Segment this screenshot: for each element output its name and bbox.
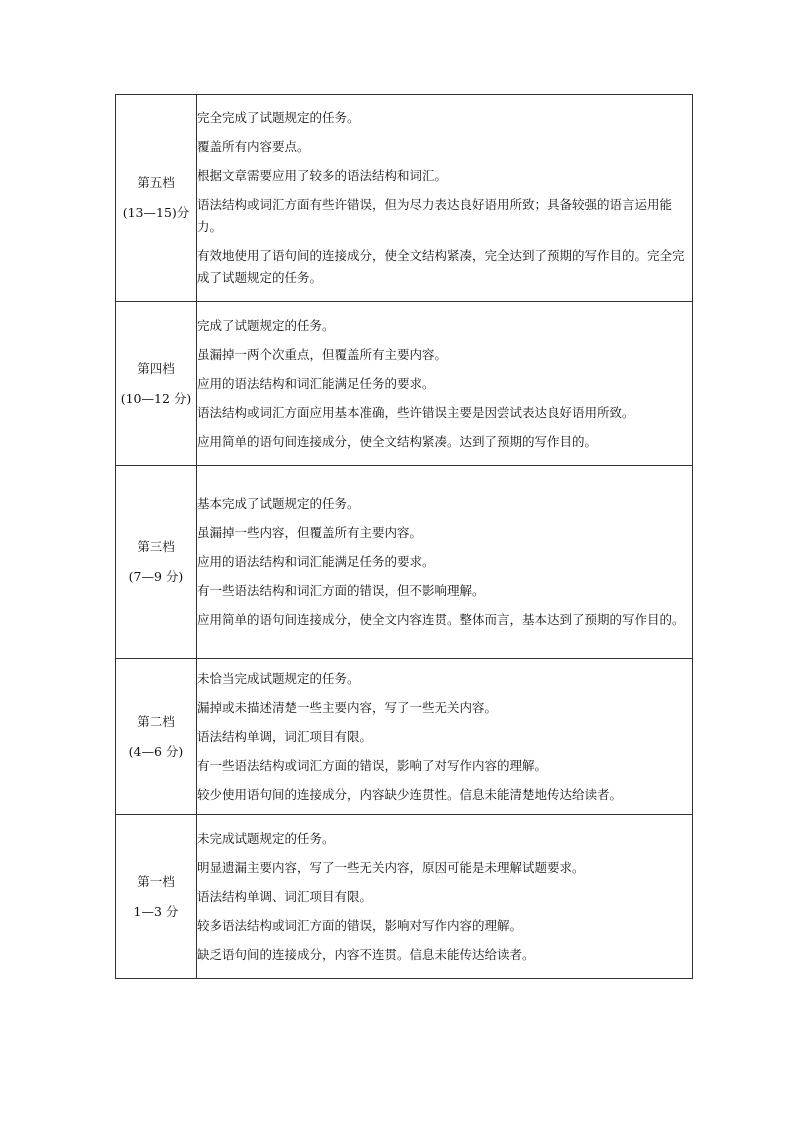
criterion-line: 完全完成了试题规定的任务。 (197, 110, 360, 125)
criterion-line: 明显遗漏主要内容，写了一些无关内容，原因可能是未理解试题要求。 (197, 859, 585, 875)
level-name: 第四档 (137, 360, 175, 376)
level-score-range: 1—3 分 (133, 903, 179, 919)
criterion-line: 完成了试题规定的任务。 (197, 317, 335, 333)
criteria-cell (197, 302, 693, 466)
level-name: 第一档 (137, 873, 175, 889)
criterion-line: 较多语法结构或词汇方面的错误，影响对写作内容的理解。 (197, 917, 523, 933)
criterion-line: 语法结构或词汇方面有些许错误，但为尽力表达良好语用所致；具备较强的语言运用能力。 (197, 197, 673, 234)
criterion-line: 漏掉或未描述清楚一些主要内容，写了一些无关内容。 (197, 699, 498, 715)
criterion-line: 语法结构或词汇方面应用基本准确，些许错误主要是因尝试表达良好语用所致。 (197, 404, 635, 420)
level-name: 第五档 (137, 175, 175, 190)
rubric-row (116, 95, 693, 302)
criterion-line: 虽漏掉一两个次重点，但覆盖所有主要内容。 (197, 346, 448, 362)
criterion-line: 应用的语法结构和词汇能满足任务的要求。 (197, 375, 435, 391)
level-cell (116, 302, 197, 466)
criterion-line: 覆盖所有内容要点。 (197, 139, 310, 154)
criterion-line: 有一些语法结构和词汇方面的错误，但不影响理解。 (197, 583, 485, 598)
level-name: 第二档 (137, 713, 175, 729)
criterion-line: 应用的语法结构和词汇能满足任务的要求。 (197, 554, 435, 569)
criteria-cell (197, 815, 693, 979)
level-score-range: (4—6 分) (128, 743, 184, 759)
level-cell (116, 466, 197, 659)
criterion-line: 应用简单的语句间连接成分，使全文结构紧凑。达到了预期的写作目的。 (197, 433, 598, 449)
rubric-row (116, 815, 693, 979)
criterion-line: 语法结构单调，词汇项目有限。 (197, 728, 373, 744)
level-score-range: (13—15)分 (122, 205, 190, 220)
criterion-line: 根据文章需要应用了较多的语法结构和词汇。 (197, 168, 448, 183)
criterion-line: 较少使用语句间的连接成分，内容缺少连贯性。信息未能清楚地传达给读者。 (197, 786, 623, 802)
scoring-rubric-table (115, 94, 693, 979)
level-cell (116, 95, 197, 302)
rubric-row (116, 466, 693, 659)
criterion-line: 有效地使用了语句间的连接成分，使全文结构紧凑，完全达到了预期的写作目的。完全完成了试题规定的任务。 (197, 248, 685, 285)
criterion-line: 语法结构单调、词汇项目有限。 (197, 888, 373, 904)
rubric-row (116, 302, 693, 466)
level-cell (116, 815, 197, 979)
criteria-cell (197, 466, 693, 659)
level-cell (116, 659, 197, 815)
criterion-line: 缺乏语句间的连接成分，内容不连贯。信息未能传达给读者。 (197, 946, 535, 962)
criteria-cell (197, 95, 693, 302)
criterion-line: 应用简单的语句间连接成分，使全文内容连贯。整体而言，基本达到了预期的写作目的。 (197, 612, 685, 627)
rubric-row (116, 659, 693, 815)
level-score-range: (10—12 分) (120, 390, 192, 406)
criterion-line: 虽漏掉一些内容，但覆盖所有主要内容。 (197, 525, 423, 540)
criterion-line: 未完成试题规定的任务。 (197, 830, 335, 846)
criterion-line: 有一些语法结构或词汇方面的错误，影响了对写作内容的理解。 (197, 757, 548, 773)
level-name: 第三档 (137, 539, 175, 554)
level-score-range: (7—9 分) (128, 569, 184, 584)
criterion-line: 基本完成了试题规定的任务。 (197, 496, 360, 511)
criteria-cell (197, 659, 693, 815)
criterion-line: 未恰当完成试题规定的任务。 (197, 670, 360, 686)
